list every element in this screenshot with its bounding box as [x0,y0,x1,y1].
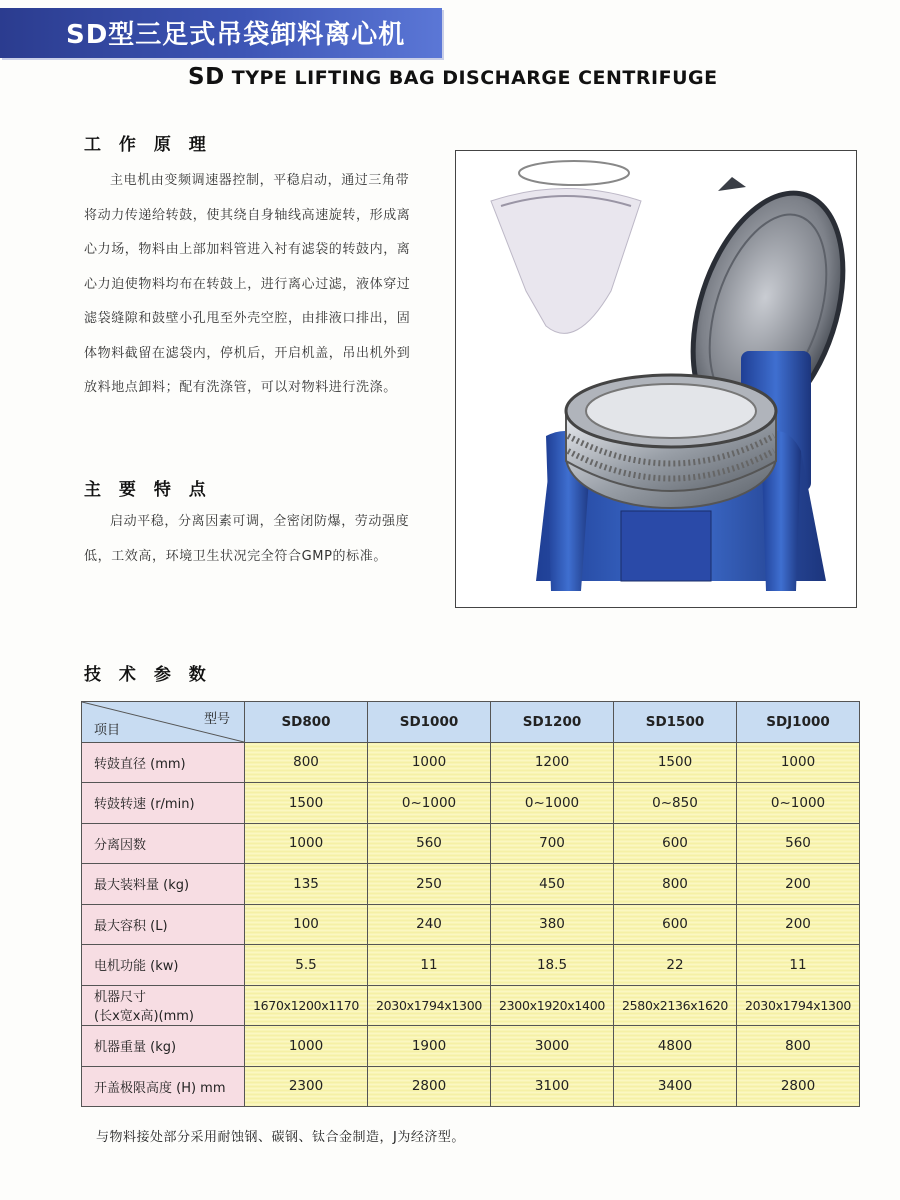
table-row [82,1026,860,1067]
row-label [82,904,245,945]
table-cell: 240 [368,904,491,945]
page-subtitle [188,64,718,90]
table-cell: 450 [491,864,614,905]
row-label [82,1026,245,1067]
table-cell: 700 [491,823,614,864]
features-line: 启动平稳，分离因素可调，全密闭防爆，劳动强度 [110,514,410,529]
table-cell: 18.5 [491,945,614,986]
table-cell: 1000 [245,823,368,864]
model-header: SD1000 [368,702,491,743]
model-header: SD1500 [614,702,737,743]
table-cell: 0~1000 [368,783,491,824]
drum [566,375,776,508]
model-header: SD1200 [491,702,614,743]
row-label-text: 转鼓转速 (r/min) [94,797,195,813]
table-row [82,742,860,783]
footnote: 与物料接处部分采用耐蚀钢、碳钢、钛合金制造，J为经济型。 [96,1130,465,1145]
specs-heading: 技 术 参 数 [84,665,212,685]
table-cell: 2580x2136x1620 [614,985,737,1026]
table-cell: 3100 [491,1066,614,1107]
principle-line: 心力场，物料由上部加料管进入衬有滤袋的转鼓内，离 [84,242,411,257]
table-cell: 1200 [491,742,614,783]
row-label-text: 最大装料量 (kg) [94,878,190,894]
table-header-row [82,702,860,743]
centrifuge-illustration [456,151,856,607]
table-cell: 100 [245,904,368,945]
principle-line: 心力迫使物料均布在转鼓上，进行离心过滤，液体穿过 [84,276,411,292]
table-cell: 1500 [245,783,368,824]
table-row [82,1066,860,1107]
row-label-text: 机器尺寸 [94,990,147,1006]
row-label [82,985,245,1026]
table-cell: 3000 [491,1026,614,1067]
table-cell: 200 [737,864,860,905]
table-cell: 2800 [737,1066,860,1107]
corner-cell [82,702,245,743]
row-label-text: 分离因数 [94,837,147,853]
row-label [82,742,245,783]
principle-paragraph [84,164,434,406]
principle-line: 滤袋缝隙和鼓壁小孔甩至外壳空腔，由排液口排出，固 [84,311,411,326]
table-row [82,864,860,905]
table-cell: 2800 [368,1066,491,1107]
principle-line: 将动力传递给转鼓，使其绕自身轴线高速旋转，形成离 [84,207,411,223]
table-row [82,823,860,864]
table-cell: 3400 [614,1066,737,1107]
table-cell: 2030x1794x1300 [737,985,860,1026]
row-label-subtext: (长x宽x高)(mm) [94,1009,195,1025]
table-cell: 800 [614,864,737,905]
table-cell: 560 [737,823,860,864]
table-cell: 250 [368,864,491,905]
table-cell: 1900 [368,1026,491,1067]
principle-line: 体物料截留在滤袋内，停机后，开启机盖，吊出机外到 [84,345,411,361]
filter-bag [491,161,641,333]
spec-table [81,701,860,1107]
model-header: SDJ1000 [737,702,860,743]
table-cell: 600 [614,904,737,945]
features-heading: 主 要 特 点 [84,480,212,500]
table-cell: 5.5 [245,945,368,986]
corner-item-label: 项目 [94,722,121,738]
table-row [82,985,860,1026]
table-row [82,945,860,986]
table-cell: 560 [368,823,491,864]
features-line: 低，工效高，环境卫生状况完全符合GMP的标准。 [84,548,387,564]
table-cell: 1000 [245,1026,368,1067]
table-cell: 22 [614,945,737,986]
table-cell: 11 [737,945,860,986]
row-label [82,783,245,824]
row-label-text: 机器重量 (kg) [94,1040,177,1056]
row-label-text: 最大容积 (L) [94,918,168,934]
row-label-text: 开盖极限高度 (H) mm [94,1080,226,1096]
principle-heading: 工 作 原 理 [84,135,212,155]
principle-line: 放料地点卸料；配有洗涤管，可以对物料进行洗涤。 [84,380,397,395]
table-cell: 200 [737,904,860,945]
table-cell: 1000 [737,742,860,783]
table-cell: 135 [245,864,368,905]
row-label [82,1066,245,1107]
centrifuge-photo [455,150,857,608]
table-row [82,783,860,824]
features-paragraph [84,505,434,574]
table-cell: 1500 [614,742,737,783]
table-cell: 1000 [368,742,491,783]
row-label [82,945,245,986]
principle-line: 主电机由变频调速器控制，平稳启动，通过三角带 [110,173,410,188]
corner-model-label: 型号 [203,712,230,727]
page-title: SD型三足式吊袋卸料离心机 [66,20,406,50]
table-cell: 2030x1794x1300 [368,985,491,1026]
table-cell: 1670x1200x1170 [245,985,368,1026]
table-cell: 0~1000 [737,783,860,824]
table-cell: 380 [491,904,614,945]
table-cell: 800 [245,742,368,783]
model-header: SD800 [245,702,368,743]
row-label [82,823,245,864]
row-label-text: 转鼓直径 (mm) [94,756,186,772]
table-cell: 2300x1920x1400 [491,985,614,1026]
table-cell: 2300 [245,1066,368,1107]
table-cell: 0~850 [614,783,737,824]
table-row [82,904,860,945]
row-label [82,864,245,905]
table-cell: 0~1000 [491,783,614,824]
subtitle-prefix: SD [188,64,225,90]
table-cell: 600 [614,823,737,864]
subtitle-rest: TYPE LIFTING BAG DISCHARGE CENTRIFUGE [224,67,718,89]
table-cell: 4800 [614,1026,737,1067]
row-label-text: 电机功能 (kw) [94,959,179,975]
table-cell: 800 [737,1026,860,1067]
table-cell: 11 [368,945,491,986]
